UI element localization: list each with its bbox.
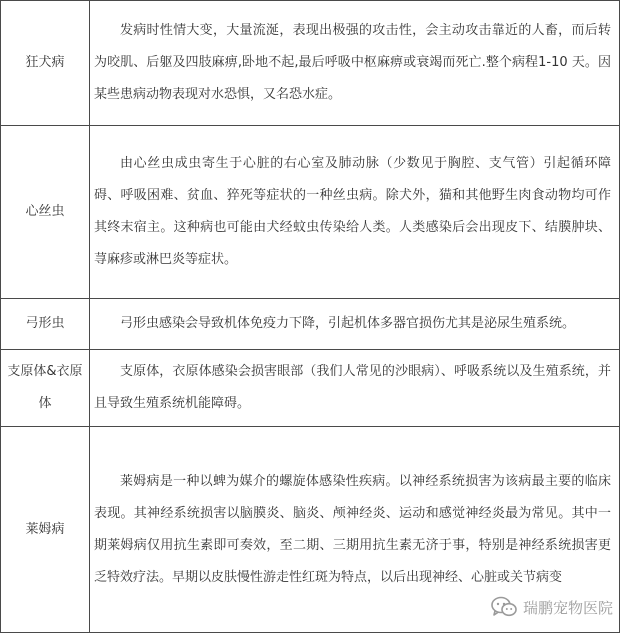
description-text: 莱姆病是一种以蜱为媒介的螺旋体感染性疾病。以神经系统损害为该病最主要的临床表现。其神经系统损害以脑膜炎、脑炎、颅神经炎、运动和感觉神经炎最为常见。其中一期莱姆病仅用抗生素即可奏效，至二期、三期用抗生素无济于事，特别是神经系统损害更乏特效疗法。早期以皮肤慢性游走性红斑为特点，以后出现神经、心脏或关节病变 [94,473,611,585]
watermark [491,596,613,618]
disease-name-mycoplasma-chlamydia: 支原体&衣原体 [1,350,90,427]
description-text: 由心丝虫成虫寄生于心脏的右心室及肺动脉（少数见于胸腔、支气管）引起循环障碍、呼吸困难、贫血、猝死等症状的一种丝虫病。除犬外，猫和其他野生肉食动物均可作其终末宿主。这种病也可能由犬经蚊虫传染给人类。人类感染后会出现皮下、结膜肿块、荨麻疹或淋巴炎等症状。 [94,156,611,267]
disease-description-heartworm [90,126,620,299]
disease-name-lyme: 莱姆病 [1,427,90,633]
disease-name-rabies: 狂犬病 [1,1,90,126]
watermark-text: 瑞鹏宠物医院 [522,598,613,617]
description-text: 发病时性情大变，大量流涎，表现出极强的攻击性，会主动攻击靠近的人畜，而后转为咬肌、后躯及四肢麻痹,卧地不起,最后呼吸中枢麻痹或衰竭而死亡.整个病程1-10 天。因某些患病动物表现对水恐惧，又名恐水症。 [94,23,611,102]
table-row-rabies [1,1,620,126]
disease-description-rabies [90,1,620,126]
description-text: 支原体，衣原体感染会损害眼部（我们人常见的沙眼病）、呼吸系统以及生殖系统，并且导致生殖系统机能障碍。 [94,364,611,411]
table-row-heartworm [1,126,620,299]
wechat-icon [491,596,517,618]
description-text: 弓形虫感染会导致机体免疫力下降，引起机体多器官损伤尤其是泌尿生殖系统。 [120,316,576,331]
disease-description-toxoplasma [90,299,620,350]
table-row-mycoplasma-chlamydia [1,350,620,427]
disease-name-toxoplasma: 弓形虫 [1,299,90,350]
disease-description-mycoplasma-chlamydia [90,350,620,427]
disease-name-heartworm: 心丝虫 [1,126,90,299]
table-row-toxoplasma [1,299,620,350]
